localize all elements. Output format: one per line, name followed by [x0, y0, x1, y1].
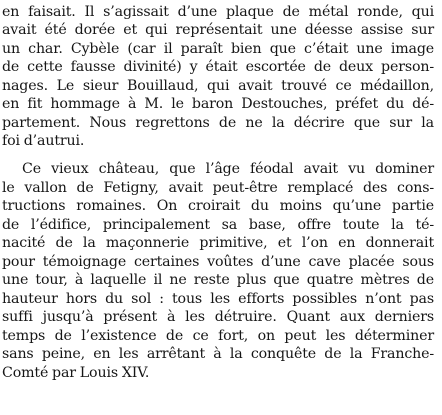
- text-line: de l’édifice, principalement sa base, offre toute la té-: [2, 217, 434, 233]
- text-line: le vallon de Fetigny, avait peut-être remplacé des cons-: [2, 180, 434, 196]
- cut-off-next-line: [2, 401, 434, 415]
- text-line: Comté par Louis XIV.: [2, 365, 150, 381]
- text-line: suffi jusqu’à présent à les détruire. Quant aux derniers: [2, 309, 434, 325]
- text-line: temps de l’existence de ce fort, on peut les déterminer: [2, 328, 434, 344]
- text-line: de cette fausse divinité) y était escortée de deux person-: [2, 59, 434, 75]
- text-line: avait été dorée et qui représentait une déesse assise sur: [2, 22, 434, 38]
- text-line: une tour, à laquelle il ne reste plus que quatre mètres de: [2, 272, 434, 288]
- text-line: sans peine, en les arrêtant à la conquête de la Franche-: [2, 346, 434, 362]
- text-line: partement. Nous regrettons de ne la décrire que sur la: [2, 115, 434, 131]
- text-line: hauteur hors du sol : tous les efforts possibles n’ont pas: [2, 291, 434, 307]
- text-line: foi d’autrui.: [2, 133, 85, 149]
- text-line: un char. Cybèle (car il paraît bien que c’était une image: [2, 41, 434, 57]
- text-line: Ce vieux château, que l’âge féodal avait vu dominer: [22, 161, 434, 177]
- text-line: en faisait. Il s’agissait d’une plaque de métal ronde, qui: [2, 4, 434, 20]
- text-line: en fit hommage à M. le baron Destouches, préfet du dé-: [2, 96, 434, 112]
- text-line: pour témoignage certaines voûtes d’une cave placée sous: [2, 254, 434, 270]
- text-line: nages. Le sieur Bouillaud, qui avait trouvé ce médaillon,: [2, 78, 434, 94]
- text-line: tructions romaines. On croirait du moins qu’une partie: [2, 198, 434, 214]
- text-line: nacité de la maçonnerie primitive, et l’on en donnerait: [2, 235, 434, 251]
